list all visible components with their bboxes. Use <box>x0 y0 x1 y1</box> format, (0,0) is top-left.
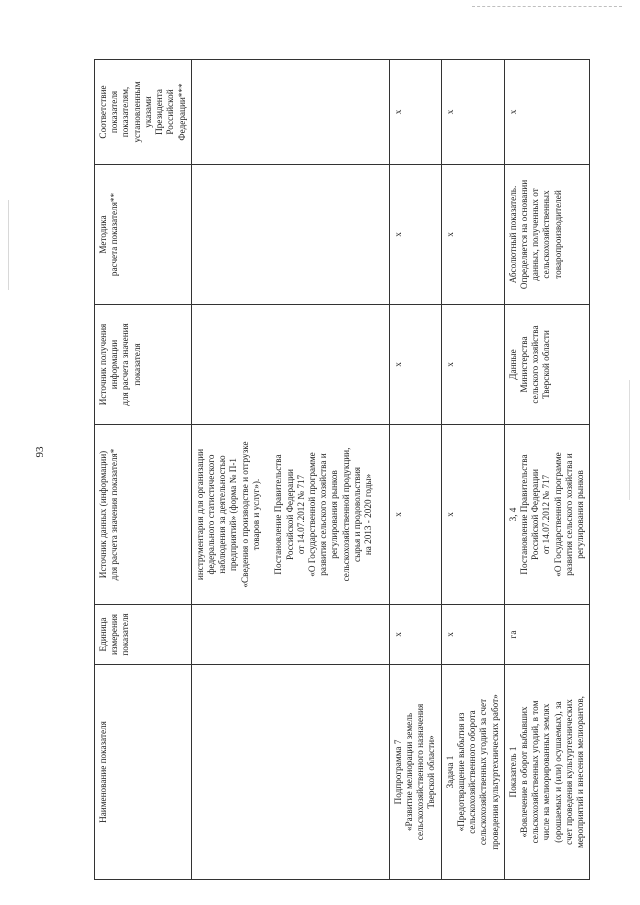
table-cell: х <box>389 605 441 665</box>
table-cell: 3, 4 Постановление Правительства Российской Федерации от 14.07.2012 № 717 «О Государственной программе развития сельского хозяйства и регулирования рынков <box>504 425 590 605</box>
table-header-row <box>95 60 192 880</box>
table-cell <box>191 665 389 880</box>
table-row <box>504 60 590 880</box>
scan-artifact-right <box>629 380 630 500</box>
table-cell: х <box>441 425 504 605</box>
table-cell: Задача 1 «Предотвращение выбытия из сельскохозяйственного оборота сельскохозяйственных угодий за счет проведения культуртехнических работ» <box>441 665 504 880</box>
table-cell: Показатель 1 «Вовлечение в оборот выбывших сельскохозяйственных угодий, в том числе на мелиорированных землях (орошаемых и (или) осушаемых), за счет проведения культуртехнических мероприятий и внесения мелиорантов, <box>504 665 590 880</box>
table-cell: х <box>389 305 441 425</box>
table-cell: Данные Министерства сельского хозяйства Тверской области <box>504 305 590 425</box>
table-cell: х <box>441 605 504 665</box>
header-presidential-decrees: Соответствие показателя показателям, установленным указами Президента Российской Федерации*** <box>95 60 192 165</box>
table-row <box>389 60 441 880</box>
table-cell: Абсолютный показатель. Определяется на основании данных, полученных от сельскохозяйственных товаропроизводителей <box>504 165 590 305</box>
indicators-table <box>94 59 590 880</box>
page-number: 93 <box>34 446 46 458</box>
table-cell: инструментария для организации федерального статистического наблюдения за деятельностью предприятий» (форма № П-1 «Сведения о производстве и отгрузке товаров и услуг»). Постановление Правительства Российской Федерации от 14.07.2012 № 717 «О Государственной программе развития сельского хозяйства и регулирования рынков сельскохозяйственной продукции, сырья и продовольствия на 2013 - 2020 годы» <box>191 425 389 605</box>
table-cell: Подпрограмма 7 «Развитие мелиорации земель сельскохозяйственного назначения Тверской области» <box>389 665 441 880</box>
table-cell: х <box>441 305 504 425</box>
table-row <box>191 60 389 880</box>
table-cell <box>191 60 389 165</box>
header-data-source: Источник данных (информации) для расчета значения показателя* <box>95 425 192 605</box>
header-unit: Единица измерения показателя <box>95 605 192 665</box>
rotated-table-wrapper <box>94 60 586 880</box>
table-cell: х <box>389 165 441 305</box>
header-calculation-method: Методика расчета показателя** <box>95 165 192 305</box>
table-cell: га <box>504 605 590 665</box>
table-cell: х <box>389 425 441 605</box>
scan-artifact-left <box>8 200 9 290</box>
table-cell: х <box>441 165 504 305</box>
table-cell: х <box>504 60 590 165</box>
scan-artifact-top <box>472 6 622 9</box>
header-info-origin: Источник получения информации для расчета значения показателя <box>95 305 192 425</box>
header-indicator-name: Наименование показателя <box>95 665 192 880</box>
table-cell <box>191 605 389 665</box>
table-cell <box>191 305 389 425</box>
table-row <box>441 60 504 880</box>
table-cell: х <box>441 60 504 165</box>
table-cell <box>191 165 389 305</box>
table-cell: х <box>389 60 441 165</box>
